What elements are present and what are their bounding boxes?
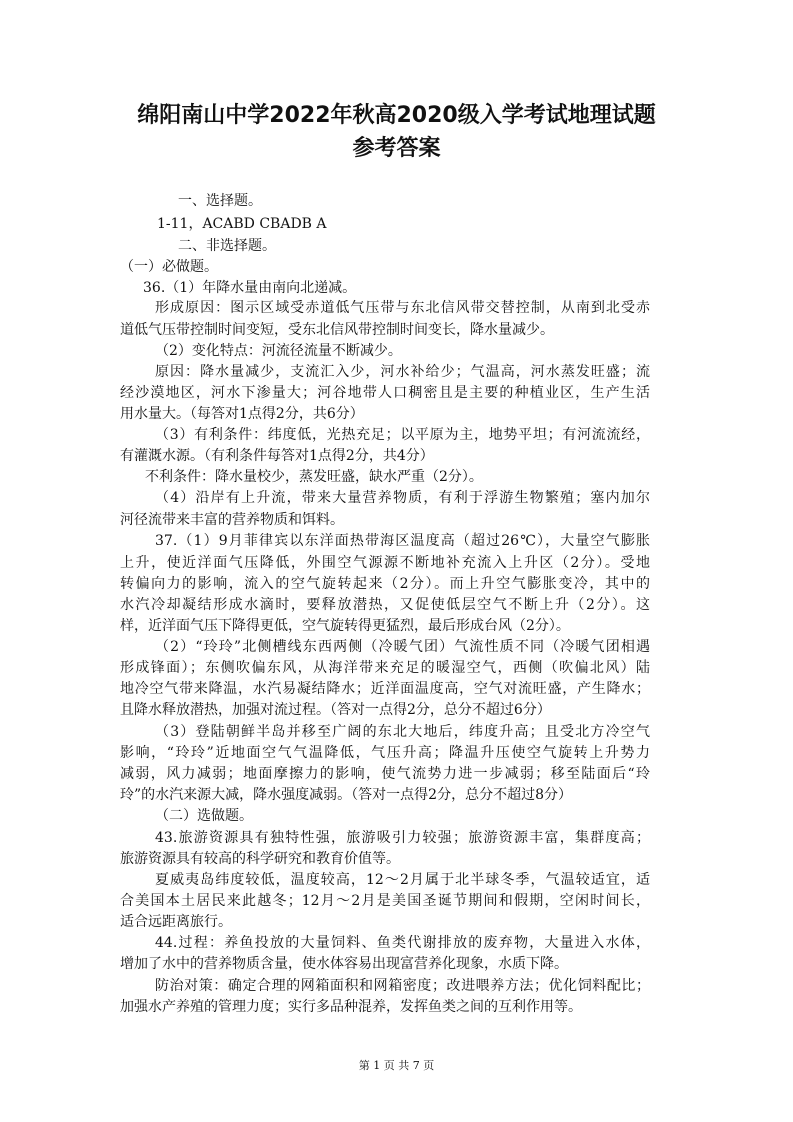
answer-line: 适合远距离旅行。 bbox=[120, 914, 232, 930]
answer-line: 增加了水中的营养物质含量，使水体容易出现富营养化现象，水质下降。 bbox=[120, 956, 568, 972]
answer-line: 43.旅游资源具有独特性强，旅游吸引力较强；旅游资源丰富，集群度高； bbox=[155, 830, 650, 846]
answer-line: 36.（1）年降水量由南向北递减。 bbox=[143, 280, 357, 296]
answer-line: 37.（1）9月菲律宾以东洋面热带海区温度高（超过26℃），大量空气膨胀 bbox=[155, 533, 650, 549]
document-title: 绵阳南山中学2022年秋高2020级入学考试地理试题 bbox=[137, 103, 656, 128]
answer-line: （2）“玲玲”北侧槽线东西两侧（冷暖气团）气流性质不同（冷暖气团相遇 bbox=[155, 639, 650, 655]
answer-line: （2）变化特点：河流径流量不断减少。 bbox=[155, 343, 402, 359]
answer-line: （3）有利条件：纬度低，光热充足；以平原为主，地势平坦；有河流流经， bbox=[155, 427, 650, 443]
answer-line: 转偏向力的影响，流入的空气旋转起来（2分）。而上升空气膨胀变冷，其中的 bbox=[120, 576, 650, 592]
subsection-heading: （一）必做题。 bbox=[120, 259, 218, 275]
answer-line: 有灌溉水源。（有利条件每答对1点得2分，共4分） bbox=[120, 448, 434, 464]
answer-line: 地冷空气带来降温，水汽易凝结降水；近洋面温度高，空气对流旺盛，产生降水； bbox=[120, 681, 650, 697]
answer-line: 且降水释放潜热，加强对流过程。（答对一点得2分，总分不超过6分） bbox=[120, 702, 551, 718]
section-heading: 一、选择题。 bbox=[178, 193, 262, 209]
answer-line: 原因：降水量减少，支流汇入少，河水补给少；气温高，河水蒸发旺盛；流 bbox=[155, 364, 650, 380]
answer-line: （3）登陆朝鲜半岛并移至广阔的东北大地后，纬度升高；且受北方冷空气 bbox=[155, 724, 650, 740]
answer-line: 影响，“玲玲”近地面空气气温降低，气压升高；降温升压使空气旋转上升势力 bbox=[120, 745, 650, 761]
answer-line: 防治对策：确定合理的网箱面积和网箱密度；改进喂养方法；优化饲料配比； bbox=[155, 978, 650, 994]
answer-line: 上升，使近洋面气压降低，外围空气源源不断地补充流入上升区（2分）。受地 bbox=[120, 555, 650, 571]
answer-line: 经沙漠地区，河水下渗量大；河谷地带人口稠密且是主要的种植业区，生产生活 bbox=[120, 385, 650, 401]
page-number: 第 1 页 共 7 页 bbox=[358, 1059, 435, 1072]
answer-line: 不利条件：降水量校少，蒸发旺盛，缺水严重（2分）。 bbox=[145, 469, 483, 485]
section-heading: 二、非选择题。 bbox=[178, 238, 276, 254]
answer-line: 旅游资源具有较高的科学研究和教育价值等。 bbox=[120, 851, 400, 867]
subsection-heading: （二）选做题。 bbox=[155, 808, 253, 824]
multiple-choice-answers: 1-11，ACABD CBADB A bbox=[157, 216, 327, 232]
answer-line: 玲”的水汽来源大减，降水强度减弱。（答对一点得2分，总分不超过8分） bbox=[120, 787, 572, 803]
answer-line: 样，近洋面气压下降得更低，空气旋转得更猛烈，最后形成台风（2分）。 bbox=[120, 618, 570, 634]
answer-line: 道低气压带控制时间变短，受东北信风带控制时间变长，降水量减少。 bbox=[120, 322, 554, 338]
answer-line: 形成锋面）；东侧吹偏东风，从海洋带来充足的暖湿空气，西侧（吹偏北风）陆 bbox=[120, 660, 650, 676]
answer-line: 加强水产养殖的管理力度；实行多品种混养，发挥鱼类之间的互利作用等。 bbox=[120, 999, 582, 1015]
answer-line: 河径流带来丰富的营养物质和饵料。 bbox=[120, 512, 344, 528]
answer-line: （4）沿岸有上升流，带来大量营养物质，有利于浮游生物繁殖；塞内加尔 bbox=[155, 490, 650, 506]
answer-line: 减弱，风力减弱；地面摩擦力的影响，使气流势力进一步减弱；移至陆面后“玲 bbox=[120, 766, 650, 782]
answer-line: 合美国本土居民来此越冬；12月～2月是美国圣诞节期间和假期，空闲时间长， bbox=[120, 893, 650, 909]
answer-line: 夏威夷岛纬度较低，温度较高，12～2月属于北半球冬季，气温较适宜，适 bbox=[155, 872, 650, 888]
answer-line: 44.过程：养鱼投放的大量饲料、鱼类代谢排放的废弃物，大量进入水体， bbox=[155, 935, 650, 951]
answer-line: 形成原因：图示区域受赤道低气压带与东北信风带交替控制，从南到北受赤 bbox=[155, 300, 650, 316]
document-subtitle: 参考答案 bbox=[352, 136, 441, 161]
answer-line: 用水量大。（每答对1点得2分，共6分） bbox=[120, 406, 364, 422]
answer-line: 水汽冷却凝结形成水滴时，要释放潜热，又促使低层空气不断上升（2分）。这 bbox=[120, 597, 650, 613]
